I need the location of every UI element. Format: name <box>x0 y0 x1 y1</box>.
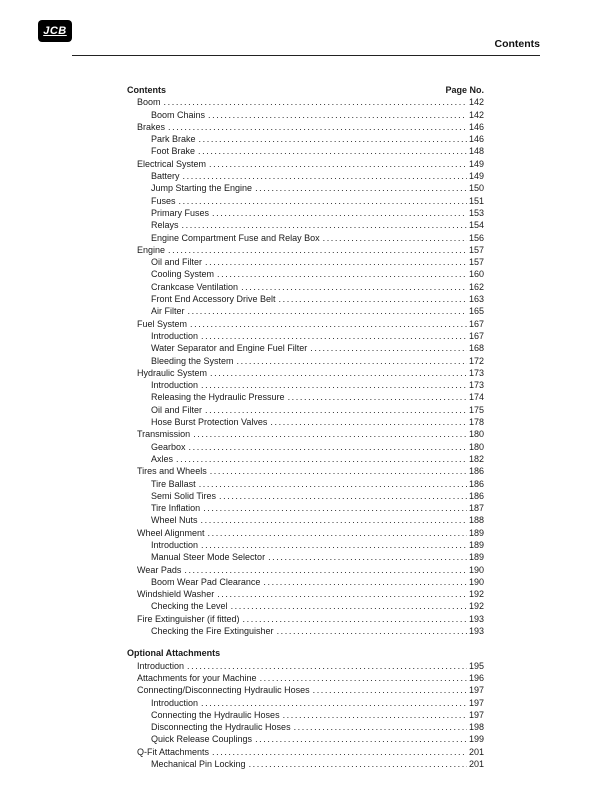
toc-entry-page: 162 <box>468 281 484 292</box>
toc-entry-page: 196 <box>468 672 484 683</box>
toc-leader-dots <box>255 733 467 745</box>
toc-entry <box>127 416 484 428</box>
table-of-contents <box>127 84 484 770</box>
toc-entry-page: 148 <box>468 146 484 157</box>
toc-entry-page: 167 <box>468 318 484 329</box>
toc-entry-page: 150 <box>468 183 484 194</box>
toc-entry-label: Boom Wear Pad Clearance <box>151 576 261 587</box>
toc-entry-label: Introduction <box>137 660 185 671</box>
toc-entry-page: 168 <box>468 343 484 354</box>
toc-entry-page: 197 <box>468 697 484 708</box>
toc-entry-label: Park Brake <box>151 134 196 145</box>
toc-entry-page: 178 <box>468 417 484 428</box>
toc-entry-page: 160 <box>468 269 484 280</box>
toc-entry-page: 154 <box>468 220 484 231</box>
toc-entry-label: Semi Solid Tires <box>151 490 217 501</box>
toc-entry <box>127 697 484 709</box>
toc-entry-label: Air Filter <box>151 306 185 317</box>
toc-entry-page: 153 <box>468 207 484 218</box>
toc-entry <box>127 330 484 342</box>
toc-leader-dots <box>210 367 467 379</box>
toc-leader-dots <box>217 268 467 280</box>
toc-column-page-label: Page No. <box>445 85 484 95</box>
toc-entry-label: Fuel System <box>137 318 188 329</box>
toc-entry-label: Wear Pads <box>137 564 182 575</box>
toc-entry-page: 182 <box>468 453 484 464</box>
toc-leader-dots <box>288 391 467 403</box>
toc-entry-page: 189 <box>468 527 484 538</box>
toc-leader-dots <box>208 527 467 539</box>
toc-leader-dots <box>217 588 467 600</box>
toc-entry-label: Engine <box>137 244 166 255</box>
toc-leader-dots <box>237 355 467 367</box>
toc-leader-dots <box>208 109 467 121</box>
toc-leader-dots <box>164 96 467 108</box>
toc-leader-dots <box>176 453 467 465</box>
toc-entry <box>127 109 484 121</box>
toc-entry-page: 190 <box>468 576 484 587</box>
toc-entry-label: Wheel Nuts <box>151 515 198 526</box>
toc-entry <box>127 305 484 317</box>
toc-entry-page: 156 <box>468 232 484 243</box>
toc-entry-label: Foot Brake <box>151 146 196 157</box>
toc-entry <box>127 441 484 453</box>
toc-entry-label: Mechanical Pin Locking <box>151 759 246 770</box>
toc-leader-dots <box>241 281 467 293</box>
toc-entry <box>127 268 484 280</box>
toc-entry <box>127 478 484 490</box>
toc-entry-label: Jump Starting the Engine <box>151 183 253 194</box>
toc-entry-page: 186 <box>468 490 484 501</box>
toc-entry-label: Attachments for your Machine <box>137 672 257 683</box>
toc-entry <box>127 490 484 502</box>
toc-entry <box>127 207 484 219</box>
toc-leader-dots <box>205 404 467 416</box>
toc-entry <box>127 684 484 696</box>
toc-entry-page: 142 <box>468 97 484 108</box>
toc-entry-label: Oil and Filter <box>151 257 203 268</box>
toc-entry-label: Connecting/Disconnecting Hydraulic Hoses <box>137 685 310 696</box>
toc-leader-dots <box>183 170 467 182</box>
toc-entry <box>127 613 484 625</box>
toc-entry-page: 146 <box>468 134 484 145</box>
toc-leader-dots <box>193 428 467 440</box>
toc-leader-dots <box>182 219 467 231</box>
toc-entry <box>127 145 484 157</box>
toc-leader-dots <box>260 672 467 684</box>
toc-leader-dots <box>189 441 467 453</box>
toc-entry-label: Gearbox <box>151 441 186 452</box>
toc-entry-page: 149 <box>468 158 484 169</box>
toc-entry-label: Hose Burst Protection Valves <box>151 417 268 428</box>
toc-entry-label: Bleeding the System <box>151 355 234 366</box>
toc-entry-label: Tire Inflation <box>151 503 201 514</box>
toc-leader-dots <box>263 576 467 588</box>
toc-entry-page: 190 <box>468 564 484 575</box>
toc-entry <box>127 170 484 182</box>
toc-leader-dots <box>313 684 467 696</box>
toc-leader-dots <box>184 564 467 576</box>
toc-leader-dots <box>168 244 467 256</box>
toc-leader-dots <box>205 256 467 268</box>
toc-entry <box>127 404 484 416</box>
toc-entry-label: Connecting the Hydraulic Hoses <box>151 709 280 720</box>
toc-entry <box>127 121 484 133</box>
toc-entry <box>127 514 484 526</box>
toc-entry-label: Boom <box>137 97 161 108</box>
toc-entry-label: Releasing the Hydraulic Pressure <box>151 392 285 403</box>
toc-header-row <box>127 84 484 96</box>
toc-entry <box>127 355 484 367</box>
toc-entry <box>127 564 484 576</box>
toc-entry <box>127 709 484 721</box>
toc-entry <box>127 244 484 256</box>
toc-rows <box>127 96 484 770</box>
toc-entry-label: Checking the Fire Extinguisher <box>151 626 274 637</box>
toc-entry-page: 142 <box>468 109 484 120</box>
toc-entry <box>127 733 484 745</box>
toc-entry-page: 197 <box>468 709 484 720</box>
toc-leader-dots <box>201 697 467 709</box>
toc-entry <box>127 133 484 145</box>
toc-leader-dots <box>255 182 467 194</box>
toc-leader-dots <box>201 514 467 526</box>
toc-entry-label: Front End Accessory Drive Belt <box>151 294 276 305</box>
toc-leader-dots <box>279 293 467 305</box>
toc-entry-label: Brakes <box>137 121 166 132</box>
toc-entry-page: 195 <box>468 660 484 671</box>
toc-entry <box>127 96 484 108</box>
toc-entry-page: 187 <box>468 503 484 514</box>
toc-entry-page: 149 <box>468 171 484 182</box>
jcb-logo <box>38 20 72 42</box>
running-header-title: Contents <box>494 38 540 50</box>
toc-leader-dots <box>179 195 467 207</box>
toc-entry-label: Hydraulic System <box>137 367 208 378</box>
toc-leader-dots <box>243 613 467 625</box>
toc-entry-label: Introduction <box>151 380 199 391</box>
toc-entry-page: 198 <box>468 722 484 733</box>
toc-column-title: Contents <box>127 85 166 95</box>
toc-leader-dots <box>187 660 467 672</box>
toc-entry-page: 163 <box>468 294 484 305</box>
toc-leader-dots <box>188 305 467 317</box>
toc-entry-label: Transmission <box>137 429 191 440</box>
toc-entry-page: 172 <box>468 355 484 366</box>
toc-entry-page: 173 <box>468 380 484 391</box>
toc-entry-label: Primary Fuses <box>151 207 210 218</box>
toc-entry <box>127 576 484 588</box>
toc-entry-label: Manual Steer Mode Selector <box>151 552 266 563</box>
toc-entry <box>127 746 484 758</box>
toc-leader-dots <box>268 551 467 563</box>
toc-leader-dots <box>201 539 467 551</box>
toc-entry <box>127 367 484 379</box>
toc-entry <box>127 453 484 465</box>
toc-entry-label: Introduction <box>151 697 199 708</box>
toc-leader-dots <box>249 758 467 770</box>
toc-leader-dots <box>270 416 467 428</box>
toc-entry-label: Tire Ballast <box>151 478 196 489</box>
toc-entry-label: Wheel Alignment <box>137 527 205 538</box>
toc-entry <box>127 600 484 612</box>
toc-entry <box>127 195 484 207</box>
toc-leader-dots <box>190 318 467 330</box>
toc-entry-label: Battery <box>151 171 180 182</box>
toc-entry-label: Oil and Filter <box>151 404 203 415</box>
toc-entry-page: 201 <box>468 746 484 757</box>
toc-entry-page: 167 <box>468 330 484 341</box>
toc-entry-label: Engine Compartment Fuse and Relay Box <box>151 232 320 243</box>
toc-entry-page: 175 <box>468 404 484 415</box>
toc-leader-dots <box>323 232 467 244</box>
toc-entry-page: 157 <box>468 244 484 255</box>
toc-entry-label: Cooling System <box>151 269 215 280</box>
toc-entry-page: 189 <box>468 539 484 550</box>
toc-leader-dots <box>210 465 467 477</box>
toc-entry-page: 157 <box>468 257 484 268</box>
toc-entry <box>127 465 484 477</box>
toc-entry-page: 197 <box>468 685 484 696</box>
toc-entry-page: 201 <box>468 759 484 770</box>
toc-entry-page: 189 <box>468 552 484 563</box>
jcb-logo-text: JCB <box>43 25 67 37</box>
toc-entry <box>127 293 484 305</box>
toc-entry-page: 173 <box>468 367 484 378</box>
toc-entry-page: 192 <box>468 601 484 612</box>
header-rule <box>72 55 540 56</box>
toc-entry-page: 146 <box>468 121 484 132</box>
toc-entry-page: 151 <box>468 195 484 206</box>
toc-section-title <box>127 647 484 659</box>
toc-entry-page: 174 <box>468 392 484 403</box>
toc-entry <box>127 379 484 391</box>
toc-entry-label: Axles <box>151 453 174 464</box>
toc-leader-dots <box>212 207 467 219</box>
toc-entry-label: Checking the Level <box>151 601 228 612</box>
toc-entry-page: 186 <box>468 466 484 477</box>
toc-entry-label: Electrical System <box>137 158 207 169</box>
toc-entry <box>127 342 484 354</box>
toc-entry-label: Disconnecting the Hydraulic Hoses <box>151 722 291 733</box>
toc-leader-dots <box>198 145 467 157</box>
toc-leader-dots <box>199 478 467 490</box>
toc-entry-label: Fuses <box>151 195 176 206</box>
toc-entry-page: 193 <box>468 613 484 624</box>
toc-entry-label: Quick Release Couplings <box>151 734 253 745</box>
toc-entry-page: 180 <box>468 429 484 440</box>
toc-entry-label: Boom Chains <box>151 109 206 120</box>
toc-entry <box>127 232 484 244</box>
toc-leader-dots <box>203 502 467 514</box>
toc-entry <box>127 502 484 514</box>
toc-leader-dots <box>168 121 467 133</box>
toc-entry-label: Optional Attachments <box>127 648 221 659</box>
toc-entry <box>127 428 484 440</box>
toc-entry-page: 199 <box>468 734 484 745</box>
toc-entry <box>127 391 484 403</box>
toc-entry-label: Crankcase Ventilation <box>151 281 239 292</box>
toc-entry <box>127 551 484 563</box>
toc-entry <box>127 158 484 170</box>
toc-entry-label: Relays <box>151 220 179 231</box>
toc-entry-label: Q-Fit Attachments <box>137 746 210 757</box>
toc-entry <box>127 281 484 293</box>
toc-leader-dots <box>294 721 467 733</box>
toc-entry-page: 188 <box>468 515 484 526</box>
toc-entry-page: 193 <box>468 626 484 637</box>
toc-entry-label: Water Separator and Engine Fuel Filter <box>151 343 308 354</box>
toc-entry <box>127 318 484 330</box>
toc-entry <box>127 721 484 733</box>
toc-entry-label: Tires and Wheels <box>137 466 207 477</box>
toc-entry-label: Introduction <box>151 539 199 550</box>
toc-entry-label: Fire Extinguisher (if fitted) <box>137 613 240 624</box>
toc-entry <box>127 182 484 194</box>
toc-entry <box>127 219 484 231</box>
toc-leader-dots <box>201 379 467 391</box>
toc-leader-dots <box>201 330 467 342</box>
toc-entry-page: 186 <box>468 478 484 489</box>
toc-entry-page: 180 <box>468 441 484 452</box>
toc-leader-dots <box>277 625 467 637</box>
toc-leader-dots <box>199 133 467 145</box>
toc-entry <box>127 660 484 672</box>
toc-leader-dots <box>212 746 467 758</box>
toc-entry <box>127 539 484 551</box>
toc-leader-dots <box>219 490 467 502</box>
toc-leader-dots <box>283 709 467 721</box>
toc-entry <box>127 527 484 539</box>
toc-entry-page: 165 <box>468 306 484 317</box>
toc-leader-dots <box>231 600 467 612</box>
toc-entry <box>127 625 484 637</box>
toc-leader-dots <box>209 158 467 170</box>
toc-entry <box>127 256 484 268</box>
toc-entry <box>127 588 484 600</box>
toc-entry-label: Windshield Washer <box>137 589 215 600</box>
toc-leader-dots <box>310 342 467 354</box>
toc-entry <box>127 758 484 770</box>
toc-entry-label: Introduction <box>151 330 199 341</box>
toc-entry-page: 192 <box>468 589 484 600</box>
toc-entry <box>127 672 484 684</box>
